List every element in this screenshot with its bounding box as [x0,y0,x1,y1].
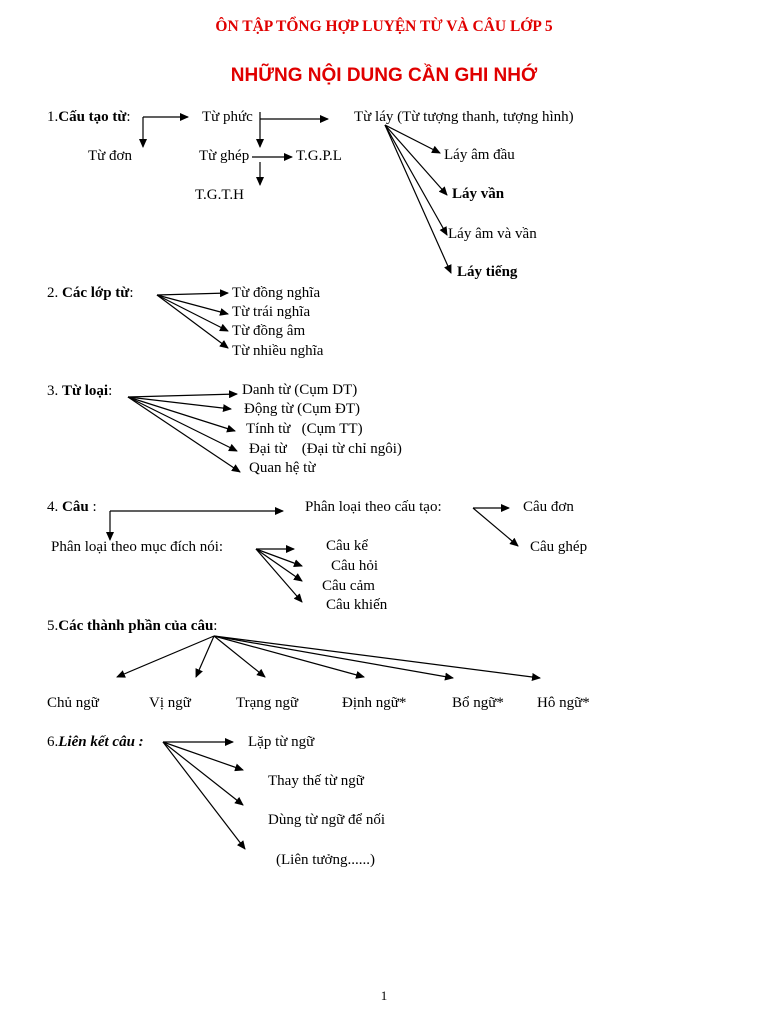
s3-number: 3. [47,383,62,399]
tu-don: Từ đơn [88,148,132,164]
arrow-s3-1 [128,394,237,397]
arrow-lay-tieng [385,125,451,273]
s5-item-3: Trạng ngữ [236,695,299,711]
s2-label: Các lớp từ [62,285,130,301]
s4-heading [47,500,97,515]
s2-item-2: Từ trái nghĩa [232,304,311,320]
s3-item-1: Danh từ (Cụm DT) [242,382,358,398]
s2-item-4: Từ nhiều nghĩa [232,343,324,359]
s4-item-3: Câu cảm [322,578,375,594]
tu-ghep: Từ ghép [199,148,250,164]
s4-number: 4. [47,499,62,515]
s5-item-1: Chủ ngữ [47,695,99,711]
arrow-s6-4 [163,742,245,849]
s6-item-1: Lặp từ ngữ [248,734,315,750]
document-subtitle: NHỮNG NỘI DUNG CẦN GHI NHỚ [230,65,538,86]
lay-am-dau: Láy âm đầu [444,147,515,163]
s5-item-4: Định ngữ* [342,695,407,711]
s2-item-1: Từ đồng nghĩa [232,285,321,301]
tgpl: T.G.P.L [296,148,342,164]
s5-heading [47,619,217,634]
arrow-s2-2 [157,295,228,314]
s3-item-4: Đại từ (Đại từ chỉ ngôi) [249,441,402,457]
s1-label: Cấu tạo từ [58,109,127,125]
s5-item-6: Hô ngữ* [537,695,590,711]
s2-number: 2. [47,285,62,301]
s5-item-2: Vị ngữ [149,695,191,711]
s2-colon: : [129,285,134,301]
s6-item-4: (Liên tưởng......) [276,852,375,868]
s4-item-2: Câu hỏi [331,558,379,574]
s3-label: Từ loại [62,383,109,399]
lay-tieng: Láy tiếng [457,264,518,280]
s5-item-5: Bổ ngữ* [452,695,504,711]
arrow-lay-am-va-van [385,125,447,235]
s2-heading [47,286,133,301]
s3-item-3: Tính từ (Cụm TT) [246,421,363,437]
tgth: T.G.T.H [195,187,245,203]
arrow-s6-3 [163,742,243,805]
s5-label: Các thành phần của câu [58,618,214,634]
arrow-s5-4 [214,636,364,677]
phan-loai-cau-tao: Phân loại theo cấu tạo: [305,499,442,515]
s6-number: 6. [47,734,59,750]
cau-ghep: Câu ghép [530,539,588,555]
tu-lay: Từ láy (Từ tượng thanh, tượng hình) [354,109,574,125]
s3-item-2: Động từ (Cụm ĐT) [244,401,361,417]
arrow-s6-2 [163,742,243,770]
tu-phuc: Từ phức [202,109,253,125]
arrow-s5-5 [214,636,453,678]
s6-item-3: Dùng từ ngữ để nối [268,812,386,828]
arrow-s5-6 [214,636,540,678]
lay-van: Láy vần [452,186,505,202]
s3-item-5: Quan hệ từ [249,460,316,476]
s5-colon: : [213,618,218,634]
s1-heading [47,110,131,125]
s5-number: 5. [47,618,59,634]
arrow-s2-3 [157,295,228,331]
s1-number: 1. [47,109,59,125]
arrow-s5-1 [117,636,214,677]
s4-item-1: Câu kể [326,538,369,554]
page-number: 1 [380,988,388,1003]
phan-loai-muc-dich: Phân loại theo mục đích nói: [51,539,224,555]
lay-am-va-van: Láy âm và vần [448,226,537,242]
arrow-s3-3 [128,397,235,431]
document-title: ÔN TẬP TỔNG HỢP LUYỆN TỪ VÀ CÂU LỚP 5 [215,18,553,35]
s6-heading [47,735,144,750]
cau-don: Câu đơn [523,499,574,515]
s3-colon: : [108,383,113,399]
arrow-s2-1 [157,293,228,295]
s4-item-4: Câu khiến [326,597,388,613]
s1-colon: : [126,109,131,125]
s6-label: Liên kết câu : [58,734,144,750]
arrow-s3-4 [128,397,237,451]
arrow-lay-van [385,125,447,195]
s3-heading [47,384,112,399]
arrow-cau-ghep [473,508,518,546]
arrow-s2-4 [157,295,228,348]
s6-item-2: Thay thế từ ngữ [268,773,364,789]
s2-item-3: Từ đồng âm [232,323,306,339]
s4-colon: : [88,499,97,515]
s4-label: Câu [62,499,89,515]
